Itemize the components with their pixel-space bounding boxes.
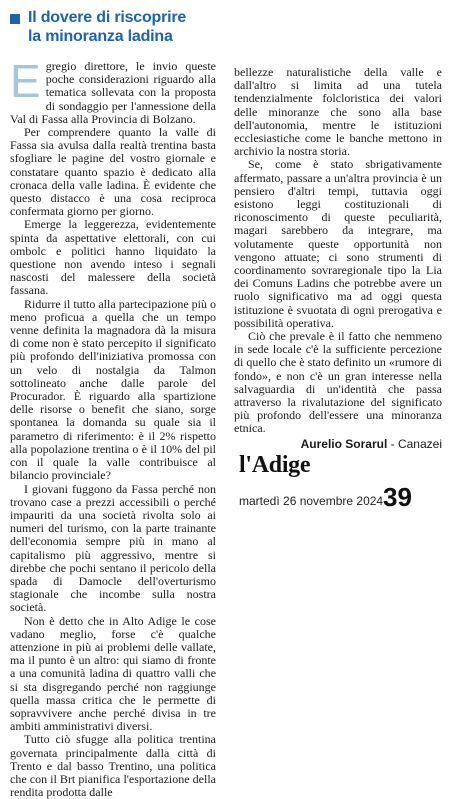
letter-paragraph: Per comprendere quanto la valle di Fassa sia avulsa dalla realtà trentina basta sfogliare le pagine del vostro giornale e constatare quanto spazio è dedicato alla cronaca della valle ladina. È evidente che questo distacco è una cosa reciproca confermata giorno per giorno. (10, 125, 216, 219)
headline-bullet-square-icon (10, 14, 20, 24)
letter-paragraph (10, 55, 216, 126)
headline-line-1: Il dovere di riscoprire (28, 9, 187, 26)
letter-column-left (10, 55, 216, 799)
letter-paragraph: Emerge la leggerezza, evidentemente spinta da aspettative elettorali, con cui ombolc e politici hanno liquidato la questione non avendo inteso i segnali nascosti del malessere della società fassana. (10, 217, 216, 298)
author-name: Aurelio Sorarul (300, 436, 388, 451)
letter-paragraph: I giovani fuggono da Fassa perché non trovano case a prezzi accessibili o perché impauriti da una società rivolta solo ai numeri del turismo, con la parte trainante dell'economia sempre più in mano al capitalismo più aggressivo, mentre si direbbe che pochi sentano il pericolo della spada di Damocle dell'overturismo stagionale che incombe sulla nostra società. (10, 481, 216, 615)
drop-cap: E (10, 55, 41, 107)
letter-paragraph: Ciò che prevale è il fatto che nemmeno in sede locale c'è la sufficiente percezione di quello che è stato definito un «rumore di fondo», e non c'è un gran interesse nella salvaguardia di un'identità che passa attraverso la rivalutazione del significato più profondo dell'essere una minoranza etnica. (234, 329, 442, 436)
letter-paragraph: bellezze naturalistiche della valle e dall'altro si limita ad una tutela tendenzialmente folcloristica dei valori delle minoranze che sono alla base dell'autonomia, mentre le istituzioni ecclesiastiche come le banche mettono in archivio la nostra storia. (234, 65, 442, 159)
letter-paragraph-text: gregio direttore, le invio queste poche considerazioni riguardo alla tematica sollevata con la proposta di sondaggio per l'annessione della Val di Fassa alla Provincia di Bolzano. (10, 59, 216, 126)
newspaper-masthead: l'Adige (239, 452, 311, 478)
page-number: 39 (383, 482, 412, 512)
headline (10, 8, 430, 46)
publication-date: martedì 26 novembre 2024 (239, 494, 384, 508)
letter-paragraph: Tutto ciò sfugge alla politica trentina governata principalmente dalla città di Trento e dal basso Trentino, una politica che con il Brt pianifica l'esportazione della rendita prodotta dalle (10, 732, 216, 799)
author-city: - Canazei (387, 436, 442, 451)
letter-paragraph: Se, come è stato sbrigativamente affermato, passare a un'altra provincia è un pensiero d'altri tempi, tuttavia oggi esistono leggi costituzionali di riconoscimento di queste peculiarità, magari sarebbero da integrare, ma volutamente queste opportunità non vengono attuate; ci sono strumenti di coordinamento sovraregionale tipo la Lia dei Comuns Ladins che potrebbe avere un ruolo significativo ma ad oggi questa istituzione è svuotata di ogni prerogativa e possibilità operativa. (234, 157, 442, 330)
letter-paragraph: Ridurre il tutto alla partecipazione più o meno proficua a quella che un tempo venne definita la magnadora dà la misura di come non è stato percepito il significato più profondo dell'iniziativa promossa con un velo di nostalgia da Talmon sottolineato anche dalle parole del Procurador. È riguardo alla spartizione delle risorse o benefit che siano, sorge spontanea la domanda su quale sia il parametro di riferimento: è il 2% rispetto alla popolazione trentina o è il 10% del pil con il quale la valle contribuisce al bilancio provinciale? (10, 296, 216, 483)
letter-signature (234, 437, 442, 451)
headline-line-2: la minoranza ladina (28, 28, 173, 45)
headline-text (28, 8, 186, 46)
letter-column-right (234, 66, 442, 451)
letter-paragraph: Non è detto che in Alto Adige le cose vadano meglio, forse c'è qualche attenzione in più ai problemi delle vallate, ma il punto è un altro: qui siamo di fronte a una comunità ladina di quattro valli che si sta disgregando perché non raggiunge quella massa critica che le permette di sopravvivere anche perché divisa in tre ambiti amministrativi diversi. (10, 613, 216, 734)
